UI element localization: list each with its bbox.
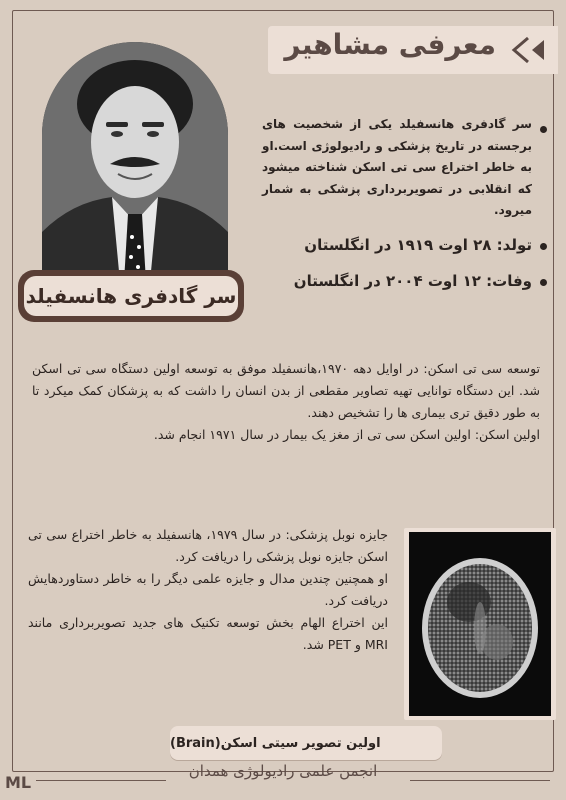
chevron-left-icon (508, 34, 548, 66)
association-logo (4, 770, 32, 792)
development-paragraph: توسعه سی تی اسکن: در اوایل دهه ۱۹۷۰،هانسفیلد موفق به توسعه اولین دستگاه سی تی اسکن شد. این دستگاه توانایی تهیه تصاویر مقطعی از بدن انسان را داشت که به پزشکان کمک میکرد تا به طور دقیق تری بیماری ها را تشخیص دهند. (32, 361, 541, 420)
development-section (32, 358, 540, 446)
nobel-paragraph: جایزه نوبل پزشکی: در سال ۱۹۷۹، هانسفیلد به خاطر اختراع سی تی اسکن جایزه نوبل پزشکی را دریافت کرد. (28, 527, 389, 564)
intro-paragraph: سر گادفری هانسفیلد یکی از شخصیت های برجسته در تاریخ پزشکی و رادیولوژی است.او به خاطر اختراع سی تی اسکن شناخته میشود که انقلابی در تصویربرداری پزشکی به شمار میرود. (262, 117, 532, 217)
footer-divider-left (36, 780, 166, 781)
portrait-photo (42, 42, 228, 282)
footer-divider-right (410, 780, 550, 781)
death-info: وفات: ۱۲ اوت ۲۰۰۴ در انگلستان (293, 272, 532, 290)
portrait-illustration (42, 42, 228, 282)
ct-scan-illustration (409, 532, 551, 716)
first-scan-paragraph: اولین اسکن: اولین اسکن سی تی از مغز یک بیمار در سال ۱۹۷۱ انجام شد. (153, 427, 540, 442)
inspiration-paragraph: این اختراع الهام بخش توسعه تکنیک های جدید تصویربرداری مانند MRI و PET شد. (28, 615, 388, 652)
ct-scan-image (409, 532, 551, 716)
bullet-dot (540, 279, 547, 286)
name-plate (18, 270, 244, 322)
page-title: معرفی مشاهیر (284, 28, 496, 61)
footer-association: انجمن علمی رادیولوژی همدان (188, 762, 378, 780)
awards-paragraph: او همچنین چندین مدال و جایزه علمی دیگر را به خاطر دستاوردهایش دریافت کرد. (28, 571, 388, 608)
logo-text: ML (5, 773, 32, 792)
bullet-dot (540, 126, 547, 133)
ct-caption: اولین تصویر سیتی اسکن(Brain) (170, 735, 381, 751)
bullet-dot (540, 243, 547, 250)
nobel-section (28, 524, 388, 656)
person-name: سر گادفری هانسفیلد (24, 276, 238, 316)
birth-info: تولد: ۲۸ اوت ۱۹۱۹ در انگلستان (304, 236, 532, 254)
